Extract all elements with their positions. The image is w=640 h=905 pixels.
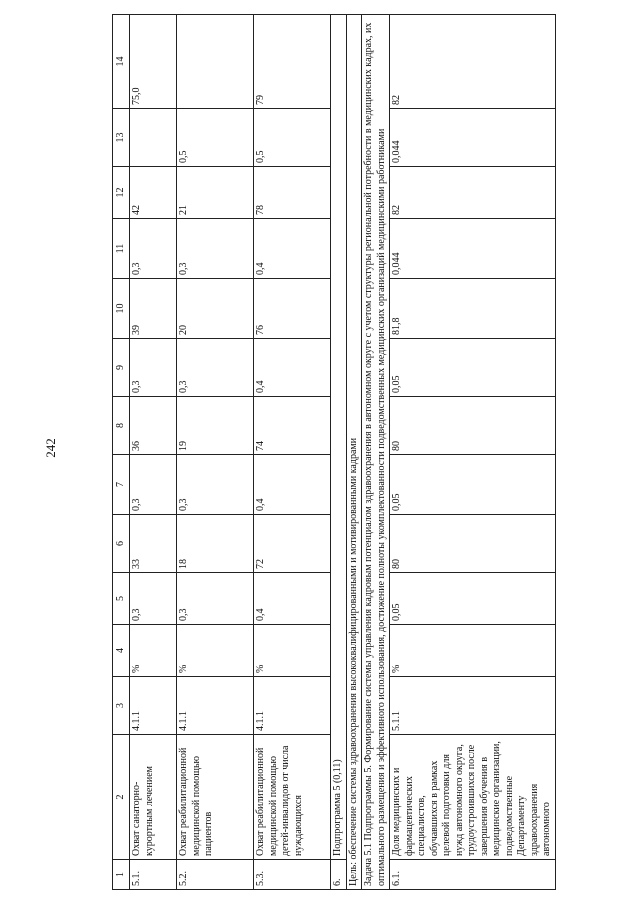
table-cell: 74 (254, 397, 331, 455)
col-header: 7 (113, 455, 130, 515)
col-header: 14 (113, 15, 130, 109)
table-cell: 4.1.1 (130, 677, 177, 735)
goal-row (346, 15, 362, 890)
table-cell: 0,4 (254, 339, 331, 397)
table-cell: 0,3 (177, 339, 254, 397)
col-header: 12 (113, 167, 130, 219)
table-cell: 5.1.1 (390, 677, 556, 735)
table-cell: 5.1. (130, 860, 177, 890)
table-cell: 81,8 (390, 279, 556, 339)
table-cell (130, 109, 177, 167)
table-cell: 5.2. (177, 860, 254, 890)
col-header: 1 (113, 860, 130, 890)
col-header: 8 (113, 397, 130, 455)
table-cell: 19 (177, 397, 254, 455)
rotated-content (112, 15, 622, 890)
col-header: 9 (113, 339, 130, 397)
table-cell: 20 (177, 279, 254, 339)
table-cell: 82 (390, 15, 556, 109)
table-cell: % (390, 625, 556, 677)
table-cell: 0,044 (390, 109, 556, 167)
table-cell: 72 (254, 515, 331, 573)
table-cell: Охват реабилитационной медицинской помощью детей-инвалидов от числа нуждающихся (254, 735, 331, 860)
col-header: 2 (113, 735, 130, 860)
table-cell: 0,5 (254, 109, 331, 167)
table-cell: 0,4 (254, 455, 331, 515)
col-header: 11 (113, 219, 130, 279)
table-cell: 5.3. (254, 860, 331, 890)
table-cell: 39 (130, 279, 177, 339)
col-header: 13 (113, 109, 130, 167)
table-cell: 0,5 (177, 109, 254, 167)
col-header: 3 (113, 677, 130, 735)
table-row (130, 15, 177, 890)
subprogram-row (331, 15, 347, 890)
table-cell: 33 (130, 515, 177, 573)
indicators-table (112, 14, 556, 890)
table-cell: 0,4 (254, 573, 331, 625)
table-cell: Охват реабилитационной медицинской помощью пациентов (177, 735, 254, 860)
col-header: 6 (113, 515, 130, 573)
table-cell: 75,0 (130, 15, 177, 109)
table-cell: 0,3 (130, 573, 177, 625)
table-cell: 6.1. (390, 860, 556, 890)
table-row (254, 15, 331, 890)
col-header: 10 (113, 279, 130, 339)
table-cell: 0,3 (177, 573, 254, 625)
table-cell: 80 (390, 515, 556, 573)
table-cell: 0,05 (390, 573, 556, 625)
table-cell: 82 (390, 167, 556, 219)
table-cell: 0,3 (177, 455, 254, 515)
table-cell: 21 (177, 167, 254, 219)
table-cell: 0,3 (130, 455, 177, 515)
task-text: Задача 5.1 Подпрограммы 5. Формирование системы управления кадровым потенциалом здравоохранения в автономном округе с учетом структуры региональной потребности в медицинских кадрах, их оптимального размещения и эффективного использования, достижение полноты укомплектованности подведомственных медицинских организаций медицинскими работниками (362, 15, 390, 890)
table-cell: 4.1.1 (254, 677, 331, 735)
table-cell: % (254, 625, 331, 677)
table-cell: 0,044 (390, 219, 556, 279)
table-cell: 18 (177, 515, 254, 573)
table-cell (177, 15, 254, 109)
table-cell: Доля медицинских и фармацевтических специалистов, обучавшихся в рамках целевой подготовки для нужд автономного округа, трудоустроившихся после завершения обучения в медицинские организации, подведомственные Департаменту здравоохранения автономного (390, 735, 556, 860)
table-cell: % (130, 625, 177, 677)
table-cell: % (177, 625, 254, 677)
task-row (362, 15, 390, 890)
table-cell: 42 (130, 167, 177, 219)
table-cell: Охват санаторно-курортным лечением (130, 735, 177, 860)
table-cell: 80 (390, 397, 556, 455)
table-cell: 0,05 (390, 339, 556, 397)
table-cell: 76 (254, 279, 331, 339)
table-cell: 0,3 (130, 339, 177, 397)
table-cell: 4.1.1 (177, 677, 254, 735)
page-number: 242 (43, 438, 58, 458)
table-cell: 0,05 (390, 455, 556, 515)
table-cell: 0,3 (130, 219, 177, 279)
table-cell: 78 (254, 167, 331, 219)
table-cell: 36 (130, 397, 177, 455)
col-header: 5 (113, 573, 130, 625)
table-cell: 0,3 (177, 219, 254, 279)
table-cell: 79 (254, 15, 331, 109)
table-cell: 6. (331, 860, 347, 890)
subprogram-title: Подпрограмма 5 (0,11) (331, 15, 347, 860)
col-header: 4 (113, 625, 130, 677)
table-row (177, 15, 254, 890)
goal-text: Цель: обеспечение системы здравоохранения высококвалифицированными и мотивированными кадрами (346, 15, 362, 890)
header-row (113, 15, 130, 890)
table-row (390, 15, 556, 890)
table-cell: 0,4 (254, 219, 331, 279)
